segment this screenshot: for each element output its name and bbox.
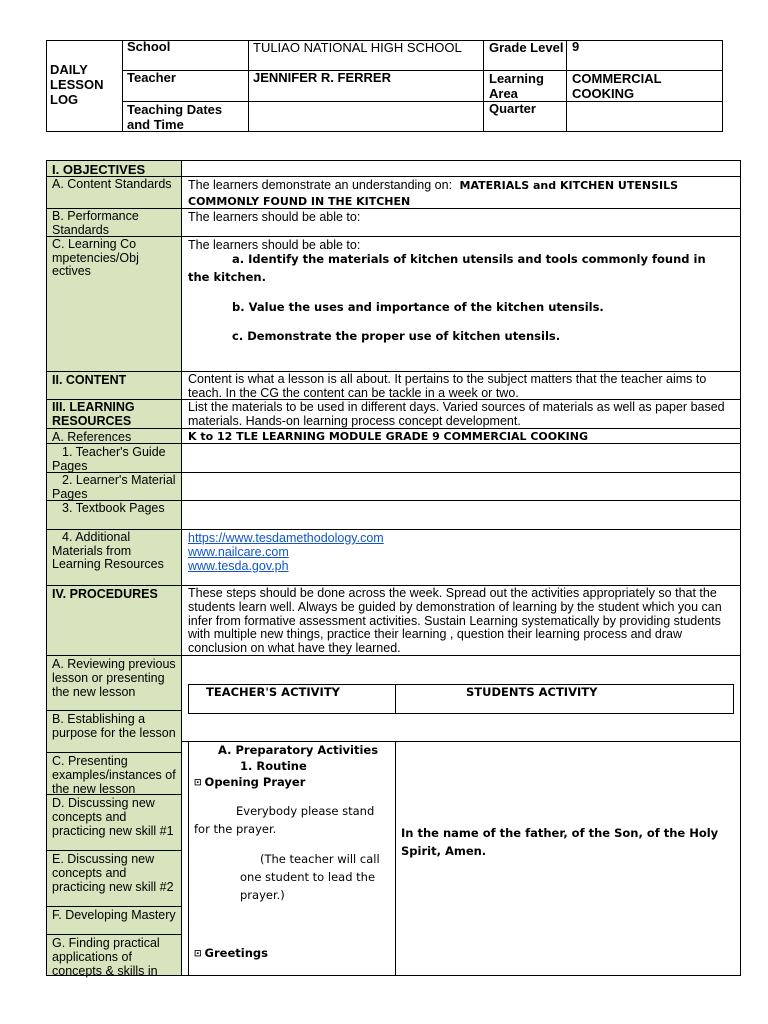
checkbox-icon: ⊡	[194, 778, 202, 788]
content-standards-text: The learners demonstrate an understanding on:	[188, 178, 453, 192]
student-prayer-response: In the name of the father, of the Son, of the Holy Spirit, Amen.	[401, 826, 719, 858]
textbook-label: 3. Textbook Pages	[62, 501, 165, 515]
quarter-label: Quarter	[489, 101, 536, 116]
teacher-value: JENNIFER R. FERRER	[253, 70, 391, 85]
routine-heading: 1. Routine	[240, 759, 307, 773]
stand-instruction: Everybody please stand for the prayer.	[194, 804, 375, 836]
greetings-item	[194, 944, 389, 963]
resources-heading: III. LEARNING RESOURCES	[52, 400, 135, 428]
content-standards-label: A. Content Standards	[52, 177, 172, 191]
dll-title: DAILY LESSON LOG	[50, 62, 104, 107]
prep-activities-heading: A. Preparatory Activities	[218, 743, 379, 757]
grade-label: Grade Level	[489, 40, 564, 55]
content-text: Content is what a lesson is all about. It pertains to the subject matters that the teacher aims to teach. In the CG the content can be tackle in a week or two.	[188, 372, 707, 400]
teachers-activity-header: TEACHER'S ACTIVITY	[206, 685, 340, 699]
area-value: COMMERCIAL COOKING	[572, 71, 662, 101]
step-mastery: F. Developing Mastery	[52, 908, 176, 922]
content-standards-bold: MATERIALS and KITCHEN UTENSILS COMMONLY FOUND IN THE KITCHEN	[188, 179, 679, 208]
call-student-instruction: (The teacher will call one student to lead the prayer.)	[240, 852, 380, 902]
content-heading: II. CONTENT	[52, 373, 127, 387]
students-activity-header: STUDENTS ACTIVITY	[466, 685, 598, 699]
objectives-heading: I. OBJECTIVES	[52, 162, 146, 177]
resource-link-1[interactable]: https://www.tesdamethodology.com	[188, 531, 384, 545]
opening-prayer-item	[194, 773, 389, 792]
resource-link-3[interactable]: www.tesda.gov.ph	[188, 559, 289, 573]
step-purpose: B. Establishing a purpose for the lesson	[52, 712, 176, 740]
step-presenting: C. Presenting examples/instances of the new lesson	[52, 754, 176, 796]
greetings-label: Greetings	[204, 946, 268, 960]
step-discussing-2: E. Discussing new concepts and practicing new skill #2	[52, 852, 174, 894]
checkbox-icon: ⊡	[194, 949, 202, 959]
learners-material-label: 2. Learner's Material Pages	[52, 473, 176, 501]
teacher-label: Teacher	[127, 70, 176, 85]
step-reviewing: A. Reviewing previous lesson or presenting the new lesson	[52, 657, 176, 699]
step-discussing-1: D. Discussing new concepts and practicing new skill #1	[52, 796, 174, 838]
school-value: TULIAO NATIONAL HIGH SCHOOL	[253, 40, 462, 55]
procedures-heading: IV. PROCEDURES	[52, 587, 158, 601]
performance-standards-value: The learners should be able to:	[188, 210, 361, 224]
references-value: K to 12 TLE LEARNING MODULE GRADE 9 COMMERCIAL COOKING	[188, 430, 588, 443]
competencies-intro: The learners should be able to:	[188, 238, 361, 252]
opening-prayer-label: Opening Prayer	[204, 775, 306, 789]
school-label: School	[127, 39, 171, 54]
content-standards-value	[182, 177, 740, 211]
additional-materials-label: 4. Additional Materials from Learning Resources	[52, 530, 164, 571]
area-label: Learning Area	[489, 71, 544, 101]
references-label: A. References	[52, 430, 132, 444]
competency-a: a. Identify the materials of kitchen utensils and tools commonly found in the kitchen.	[188, 252, 706, 284]
grade-value: 9	[572, 39, 580, 54]
procedures-text: These steps should be done across the week. Spread out the activities appropriately so that the students learn well. Always be guided by demonstration of learning by the student which you can infer from formative assessment activities. Sustain Learning systematically by providing students with multiple new things, practice their learning , question their learning process and draw conclusion on what have they learned.	[188, 586, 722, 656]
dates-label: Teaching Dates and Time	[127, 102, 223, 132]
step-applications: G. Finding practical applications of concepts & skills in	[52, 936, 160, 978]
performance-standards-label: B. Performance Standards	[52, 209, 139, 237]
resources-text: List the materials to be used in different days. Varied sources of materials as well as paper based materials. Hands-on learning process concept development.	[188, 400, 725, 428]
teachers-guide-label: 1. Teacher's Guide Pages	[52, 445, 166, 473]
competency-c: c. Demonstrate the proper use of kitchen utensils.	[232, 329, 561, 343]
competency-b: b. Value the uses and importance of the kitchen utensils.	[232, 300, 604, 314]
competencies-label: C. Learning Competencies/Objectives	[52, 237, 139, 278]
resource-link-2[interactable]: www.nailcare.com	[188, 545, 289, 559]
resource-links	[182, 530, 738, 574]
